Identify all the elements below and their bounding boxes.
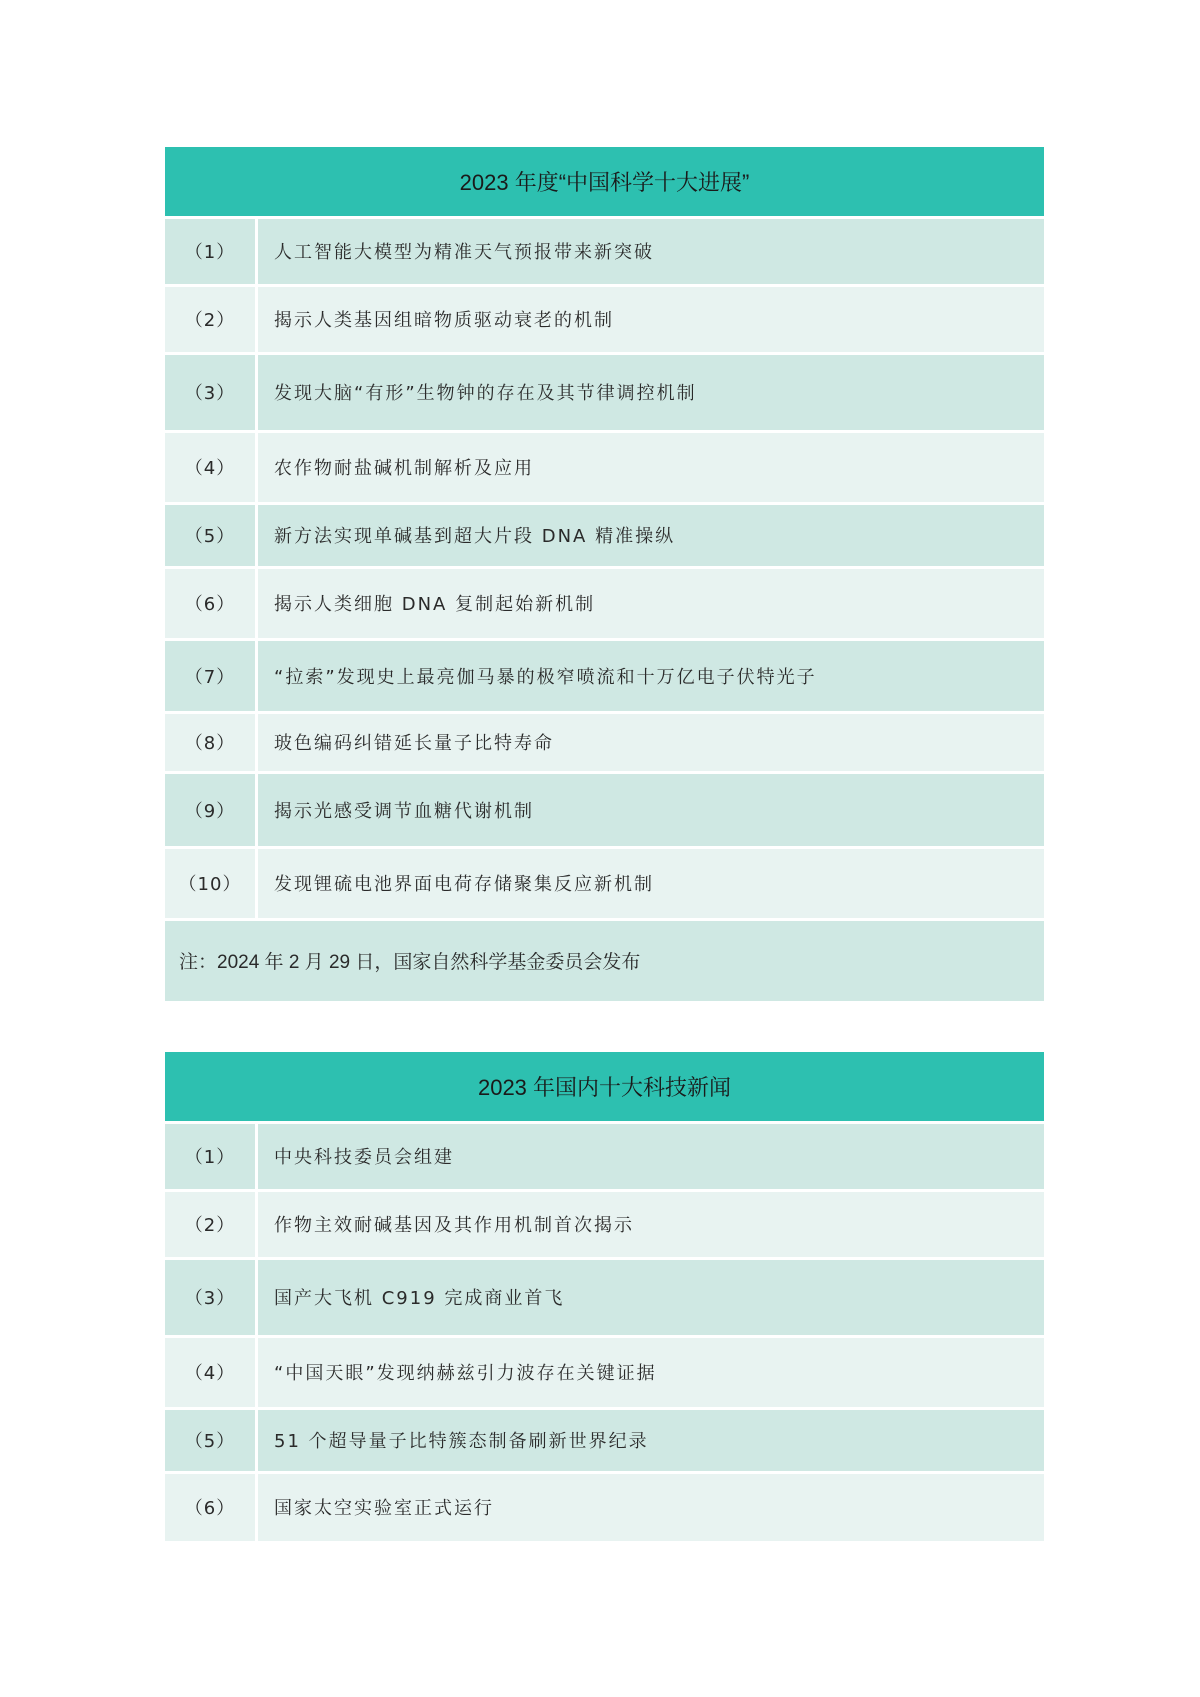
table-row (165, 1336, 1044, 1408)
row-number: （4） (165, 1336, 257, 1408)
row-text: 人工智能大模型为精准天气预报带来新突破 (257, 217, 1045, 285)
row-text: 农作物耐盐碱机制解析及应用 (257, 431, 1045, 503)
table-row (165, 217, 1044, 285)
row-number: （5） (165, 503, 257, 567)
row-number: （2） (165, 285, 257, 353)
table-row (165, 503, 1044, 567)
row-number: （6） (165, 567, 257, 639)
row-number: （6） (165, 1472, 257, 1542)
row-number: （3） (165, 1258, 257, 1336)
row-text: 揭示人类基因组暗物质驱动衰老的机制 (257, 285, 1045, 353)
table-row (165, 353, 1044, 431)
row-text: 揭示光感受调节血糖代谢机制 (257, 772, 1045, 847)
row-number: （1） (165, 1122, 257, 1190)
row-text: “中国天眼”发现纳赫兹引力波存在关键证据 (257, 1336, 1045, 1408)
row-text: 玻色编码纠错延长量子比特寿命 (257, 712, 1045, 772)
row-number: （7） (165, 639, 257, 712)
table-header (165, 147, 1044, 217)
row-number: （5） (165, 1408, 257, 1472)
row-text: 发现大脑“有形”生物钟的存在及其节律调控机制 (257, 353, 1045, 431)
tech-news-table (165, 1052, 1044, 1544)
table-row (165, 1472, 1044, 1542)
table-note-row (165, 919, 1044, 1001)
row-number: （1） (165, 217, 257, 285)
table-row (165, 285, 1044, 353)
row-number: （4） (165, 431, 257, 503)
table-row (165, 639, 1044, 712)
row-text: 新方法实现单碱基到超大片段 DNA 精准操纵 (257, 503, 1045, 567)
table-row (165, 772, 1044, 847)
row-number: （9） (165, 772, 257, 847)
row-text: 国家太空实验室正式运行 (257, 1472, 1045, 1542)
table-row (165, 1258, 1044, 1336)
row-text: 揭示人类细胞 DNA 复制起始新机制 (257, 567, 1045, 639)
row-text: 作物主效耐碱基因及其作用机制首次揭示 (257, 1190, 1045, 1258)
table-note: 注：2024 年 2 月 29 日，国家自然科学基金委员会发布 (165, 919, 1044, 1001)
row-number: （2） (165, 1190, 257, 1258)
table-row (165, 1190, 1044, 1258)
table-row (165, 847, 1044, 919)
row-text: “拉索”发现史上最亮伽马暴的极窄喷流和十万亿电子伏特光子 (257, 639, 1045, 712)
row-text: 发现锂硫电池界面电荷存储聚集反应新机制 (257, 847, 1045, 919)
row-text: 51 个超导量子比特簇态制备刷新世界纪录 (257, 1408, 1045, 1472)
table-title: 2023 年国内十大科技新闻 (165, 1052, 1044, 1122)
table-row (165, 1122, 1044, 1190)
table-header (165, 1052, 1044, 1122)
row-text: 国产大飞机 C919 完成商业首飞 (257, 1258, 1045, 1336)
table-row (165, 431, 1044, 503)
table-row (165, 712, 1044, 772)
table-row (165, 1408, 1044, 1472)
row-number: （10） (165, 847, 257, 919)
row-number: （3） (165, 353, 257, 431)
row-number: （8） (165, 712, 257, 772)
table-title: 2023 年度“中国科学十大进展” (165, 147, 1044, 217)
row-text: 中央科技委员会组建 (257, 1122, 1045, 1190)
science-progress-table (165, 147, 1044, 1001)
table-row (165, 567, 1044, 639)
